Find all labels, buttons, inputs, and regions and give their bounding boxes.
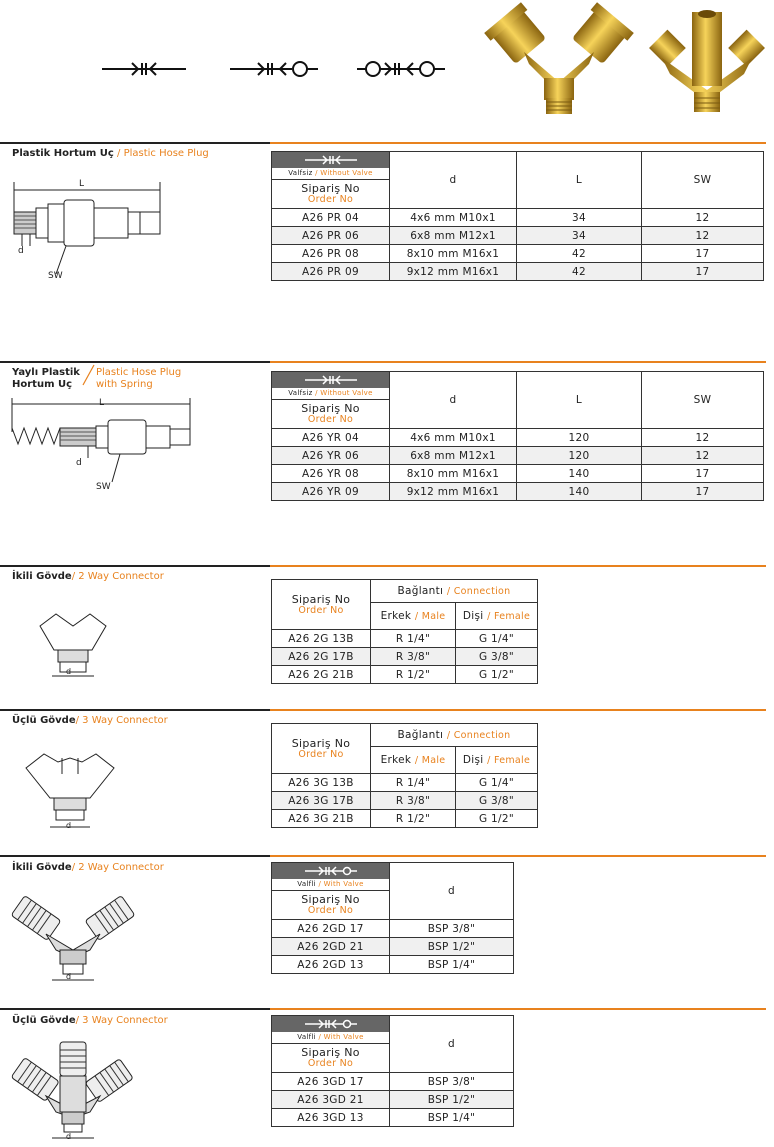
valve-label: Valfsiz / Without Valve [272, 168, 389, 180]
section-divider [0, 565, 766, 567]
order-no-header: Sipariş No Order No [301, 893, 360, 916]
section-divider [0, 855, 766, 857]
section-title: İkili Gövde/ 2 Way Connector [12, 862, 164, 873]
table-row: A26 YR 08 8x10 mm M16x1 140 17 [272, 465, 764, 483]
symbol-valve-valve-icon [355, 57, 447, 81]
table-row: A26 2GD 17 BSP 3/8" [272, 920, 514, 938]
valve-label: Valfli / With Valve [272, 879, 389, 891]
order-no-header: Sipariş No Order No [301, 402, 360, 425]
col-SW: SW [642, 372, 764, 429]
male-header: Erkek / Male [371, 747, 456, 774]
drawing-label-d: d [76, 458, 82, 468]
plastic-hose-plug-table [271, 151, 764, 281]
drawing-label-d: d [66, 1132, 72, 1141]
table-row: A26 PR 09 9x12 mm M16x1 42 17 [272, 263, 764, 281]
title-slash [80, 364, 96, 386]
table-row: A26 2G 13B R 1/4" G 1/4" [272, 630, 538, 648]
table-row: A26 3G 21B R 1/2" G 1/2" [272, 810, 538, 828]
section-title: İkili Gövde/ 2 Way Connector [12, 571, 164, 582]
col-d: d [390, 1016, 514, 1073]
section-divider [0, 142, 766, 144]
plug-plug-symbol-icon [272, 152, 389, 168]
drawing-label-SW: SW [96, 482, 111, 492]
table-row: A26 2GD 13 BSP 1/4" [272, 956, 514, 974]
col-d: d [390, 152, 517, 209]
drawing-label-L: L [79, 179, 85, 189]
female-header: Dişi / Female [456, 747, 538, 774]
3-way-connector-table [271, 723, 538, 828]
table-row: A26 PR 06 6x8 mm M12x1 34 12 [272, 227, 764, 245]
table-row: A26 3G 17B R 3/8" G 3/8" [272, 792, 538, 810]
drawing-label-d: d [18, 246, 24, 256]
section-title: Üçlü Gövde/ 3 Way Connector [12, 715, 168, 726]
2-way-valved-connector-table [271, 862, 514, 974]
3-way-valved-connector-table [271, 1015, 514, 1127]
plug-valve-symbol-icon [272, 1016, 389, 1032]
section-divider [0, 1008, 766, 1010]
section-divider [0, 361, 766, 363]
spring-hose-plug-table [271, 371, 764, 501]
symbol-plug-plug-icon [100, 58, 188, 80]
section-title: Yaylı Plastik Hortum Uç [12, 367, 80, 390]
section-title: Plastik Hortum Uç / Plastic Hose Plug [12, 148, 209, 159]
table-row: A26 PR 08 8x10 mm M16x1 42 17 [272, 245, 764, 263]
order-no-header: Sipariş No Order No [301, 182, 360, 205]
table-row: A26 YR 09 9x12 mm M16x1 140 17 [272, 483, 764, 501]
table-row: A26 PR 04 4x6 mm M10x1 34 12 [272, 209, 764, 227]
col-d: d [390, 863, 514, 920]
2-way-connector-table [271, 579, 538, 684]
drawing-label-d: d [66, 821, 72, 830]
table-row: A26 3GD 17 BSP 3/8" [272, 1073, 514, 1091]
symbol-plug-valve-icon [228, 57, 320, 81]
table-row: A26 2GD 21 BSP 1/2" [272, 938, 514, 956]
hose-plug-drawing [8, 176, 193, 288]
drawing-label-SW: SW [48, 271, 63, 281]
female-header: Dişi / Female [456, 603, 538, 630]
order-no-header: Sipariş No Order No [301, 1046, 360, 1069]
section-divider [0, 709, 766, 711]
3-way-connector-drawing [24, 752, 116, 832]
col-d: d [390, 372, 517, 429]
order-no-header: Sipariş No Order No [272, 724, 371, 774]
2-way-valved-connector-drawing [8, 892, 138, 984]
drawing-label-L: L [99, 398, 105, 408]
3-way-valved-connector-drawing [10, 1040, 140, 1142]
col-L: L [517, 152, 642, 209]
drawing-label-d: d [66, 972, 72, 981]
connection-header: Bağlantı / Connection [371, 580, 538, 603]
2-way-connector-drawing [38, 610, 108, 680]
table-row: A26 2G 17B R 3/8" G 3/8" [272, 648, 538, 666]
table-row: A26 2G 21B R 1/2" G 1/2" [272, 666, 538, 684]
order-no-header: Sipariş No Order No [272, 580, 371, 630]
drawing-label-d: d [66, 667, 72, 676]
col-L: L [517, 372, 642, 429]
male-header: Erkek / Male [371, 603, 456, 630]
table-row: A26 YR 06 6x8 mm M12x1 120 12 [272, 447, 764, 465]
valve-label: Valfli / With Valve [272, 1032, 389, 1044]
col-SW: SW [642, 152, 764, 209]
plug-valve-symbol-icon [272, 863, 389, 879]
section-title-en: Plastic Hose Plug with Spring [96, 367, 182, 390]
connection-header: Bağlantı / Connection [371, 724, 538, 747]
plug-plug-symbol-icon [272, 372, 389, 388]
table-row: A26 3GD 21 BSP 1/2" [272, 1091, 514, 1109]
valve-label: Valfsiz / Without Valve [272, 388, 389, 400]
section-title: Üçlü Gövde/ 3 Way Connector [12, 1015, 168, 1026]
brass-2-way-connector-photo-icon [484, 2, 634, 120]
table-row: A26 3GD 13 BSP 1/4" [272, 1109, 514, 1127]
table-row: A26 YR 04 4x6 mm M10x1 120 12 [272, 429, 764, 447]
spring-hose-plug-drawing [8, 396, 193, 496]
table-row: A26 3G 13B R 1/4" G 1/4" [272, 774, 538, 792]
brass-3-way-connector-photo-icon [644, 8, 770, 120]
